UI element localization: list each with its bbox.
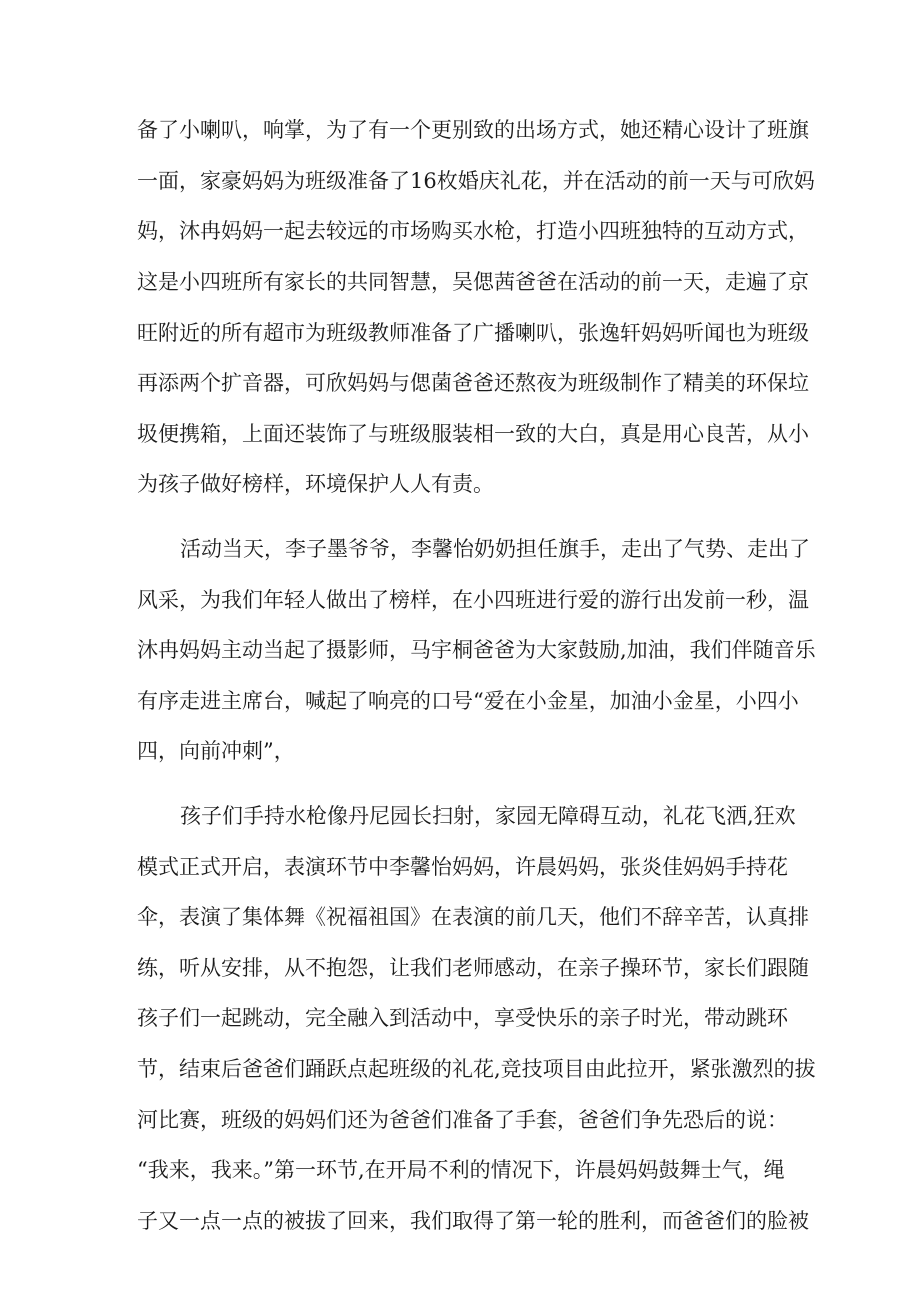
text-line: 一面，家豪妈妈为班级准备了16枚婚庆礼花，并在活动的前一天与可欣妈 — [137, 169, 815, 193]
text-line: 这是小四班所有家长的共同智慧，吴偲茜爸爸在活动的前一天，走遍了京 — [137, 270, 809, 294]
text-line: 旺附近的所有超市为班级教师准备了广播喇叭，张逸轩妈妈听闻也为班级 — [137, 321, 809, 345]
text-line: 妈，沐冉妈妈一起去较远的市场购买水枪，打造小四班独特的互动方式， — [137, 219, 809, 243]
text-line: 孩子们手持水枪像丹尼园长扫射，家园无障碍互动，礼花飞洒,狂欢 — [180, 804, 796, 828]
text-line: 为孩子做好榜样，环境保护人人有责。 — [137, 472, 494, 496]
text-line: 沐冉妈妈主动当起了摄影师，马宇桐爸爸为大家鼓励,加油，我们伴随音乐 — [137, 638, 816, 662]
text-line: 活动当天，李子墨爷爷，李馨怡奶奶担任旗手，走出了气势、走出了 — [180, 537, 810, 561]
text-line: 有序走进主席台，喊起了响亮的口号“爱在小金星，加油小金星，小四小 — [137, 689, 799, 713]
text-line: 练，听从安排，从不抱怨，让我们老师感动，在亲子操环节，家长们跟随 — [137, 956, 809, 980]
text-line: 河比赛，班级的妈妈们还为爸爸们准备了手套，爸爸们争先恐后的说： — [137, 1108, 788, 1132]
text-line: 伞，表演了集体舞《祝福祖国》在表演的前几天，他们不辞辛苦，认真排 — [137, 905, 809, 929]
text-line: 四，向前冲刺”， — [137, 739, 295, 763]
text-line: 风采，为我们年轻人做出了榜样，在小四班进行爱的游行出发前一秒，温 — [137, 588, 809, 612]
text-line: 孩子们一起跳动，完全融入到活动中，享受快乐的亲子时光，带动跳环 — [137, 1006, 788, 1030]
text-line: 子又一点一点的被拔了回来，我们取得了第一轮的胜利，而爸爸们的脸被 — [137, 1209, 809, 1233]
text-line: 备了小喇叭，响掌，为了有一个更别致的出场方式，她还精心设计了班旗 — [137, 118, 809, 142]
text-line: 节，结束后爸爸们踊跃点起班级的礼花,竞技项目由此拉开，紧张激烈的拔 — [137, 1057, 816, 1081]
text-line: “我来，我来。”第一环节,在开局不利的情况下，许晨妈妈鼓舞士气，绳 — [137, 1158, 785, 1182]
text-line: 再添两个扩音器，可欣妈妈与偲菌爸爸还熬夜为班级制作了精美的环保垃 — [137, 371, 809, 395]
text-line: 圾便携箱，上面还装饰了与班级服装相一致的大白，真是用心良苦，从小 — [137, 422, 809, 446]
text-line: 模式正式开启，表演环节中李馨怡妈妈，许晨妈妈，张炎佳妈妈手持花 — [137, 855, 788, 879]
